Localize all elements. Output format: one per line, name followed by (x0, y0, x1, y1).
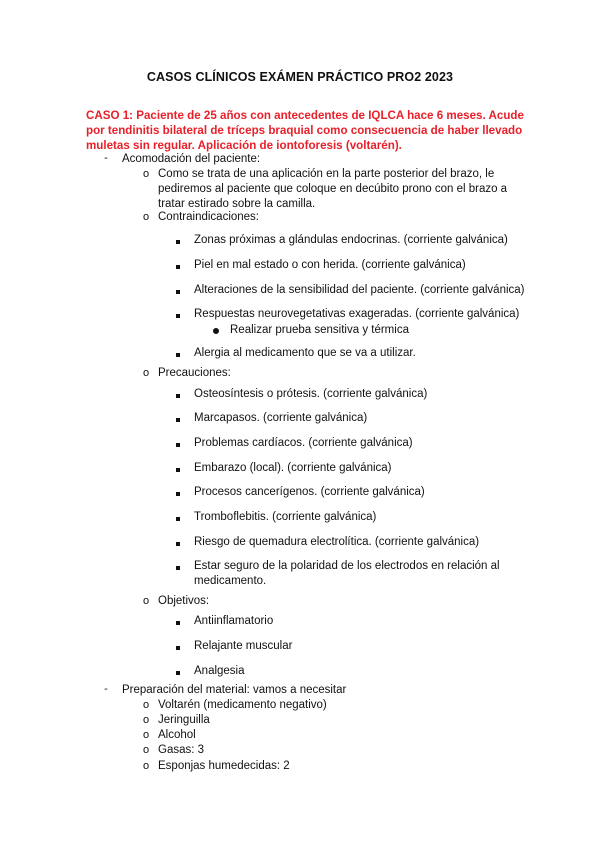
square-bullet-icon (176, 314, 180, 318)
square-bullet-icon (176, 671, 180, 675)
objetivo-item: Analgesia (194, 665, 245, 677)
square-bullet-icon (176, 646, 180, 650)
contraindicacion-sub-item: Realizar prueba sensitiva y térmica (230, 324, 409, 336)
circle-marker: o (142, 760, 150, 772)
material-item: Voltarén (medicamento negativo) (158, 699, 327, 711)
precaucion-item: Tromboflebitis. (corriente galvánica) (194, 511, 377, 523)
square-bullet-icon (176, 394, 180, 398)
square-bullet-icon (176, 240, 180, 244)
objetivos-heading: Objetivos: (158, 595, 210, 607)
objetivo-item: Antiinflamatorio (194, 615, 274, 627)
round-bullet-icon (213, 328, 219, 334)
material-item: Gasas: 3 (158, 744, 205, 756)
square-bullet-icon (176, 566, 180, 570)
precaucion-item: Estar seguro de la polaridad de los electrodos en relación al medicamento. (194, 560, 500, 587)
circle-marker: o (142, 714, 150, 726)
acomodacion-description: Como se trata de una aplicación en la parte posterior del brazo, le pediremos al paciente que coloque en decúbito prono con el brazo a tratar estirado sobre la camilla. (158, 168, 508, 210)
circle-marker: o (142, 699, 150, 711)
square-bullet-icon (176, 492, 180, 496)
circle-marker: o (142, 168, 150, 180)
material-item: Alcohol (158, 729, 196, 741)
square-bullet-icon (176, 443, 180, 447)
circle-marker: o (142, 729, 150, 741)
contraindicacion-item: Piel en mal estado o con herida. (corriente galvánica) (194, 259, 466, 271)
case-1-statement: CASO 1: Paciente de 25 años con antecedentes de IQLCA hace 6 meses. Acude por tendinitis bilateral de tríceps braquial como consecuencia de haber llevado muletas sin regular. Aplicación de iontoforesis (voltarén). (86, 109, 524, 152)
square-bullet-icon (176, 265, 180, 269)
dash-marker: - (104, 683, 108, 695)
objetivo-item: Relajante muscular (194, 640, 293, 652)
square-bullet-icon (176, 542, 180, 546)
contraindicacion-item: Zonas próximas a glándulas endocrinas. (corriente galvánica) (194, 234, 508, 246)
circle-marker: o (142, 367, 150, 379)
square-bullet-icon (176, 353, 180, 357)
precaucion-item: Osteosíntesis o prótesis. (corriente galvánica) (194, 388, 428, 400)
material-item: Esponjas humedecidas: 2 (158, 760, 290, 772)
precaucion-item: Problemas cardíacos. (corriente galvánica) (194, 437, 413, 449)
contraindicacion-item: Alteraciones de la sensibilidad del paciente. (corriente galvánica) (194, 284, 525, 296)
circle-marker: o (142, 595, 150, 607)
precaucion-item: Marcapasos. (corriente galvánica) (194, 412, 368, 424)
square-bullet-icon (176, 418, 180, 422)
document-title: CASOS CLÍNICOS EXÁMEN PRÁCTICO PRO2 2023 (146, 70, 454, 84)
circle-marker: o (142, 211, 150, 223)
contraindicaciones-heading: Contraindicaciones: (158, 211, 260, 223)
material-heading: Preparación del material: vamos a necesitar (122, 684, 347, 696)
square-bullet-icon (176, 290, 180, 294)
precaucion-item: Procesos cancerígenos. (corriente galvánica) (194, 486, 425, 498)
contraindicacion-item: Respuestas neurovegetativas exageradas. (corriente galvánica) (194, 308, 520, 320)
square-bullet-icon (176, 468, 180, 472)
dash-marker: - (104, 152, 108, 164)
square-bullet-icon (176, 621, 180, 625)
precaucion-item: Riesgo de quemadura electrolítica. (corriente galvánica) (194, 536, 480, 548)
acomodacion-heading: Acomodación del paciente: (122, 153, 261, 165)
precauciones-heading: Precauciones: (158, 367, 231, 379)
material-item: Jeringuilla (158, 714, 210, 726)
contraindicacion-item: Alergia al medicamento que se va a utilizar. (194, 347, 416, 359)
precaucion-item: Embarazo (local). (corriente galvánica) (194, 462, 392, 474)
circle-marker: o (142, 744, 150, 756)
square-bullet-icon (176, 517, 180, 521)
